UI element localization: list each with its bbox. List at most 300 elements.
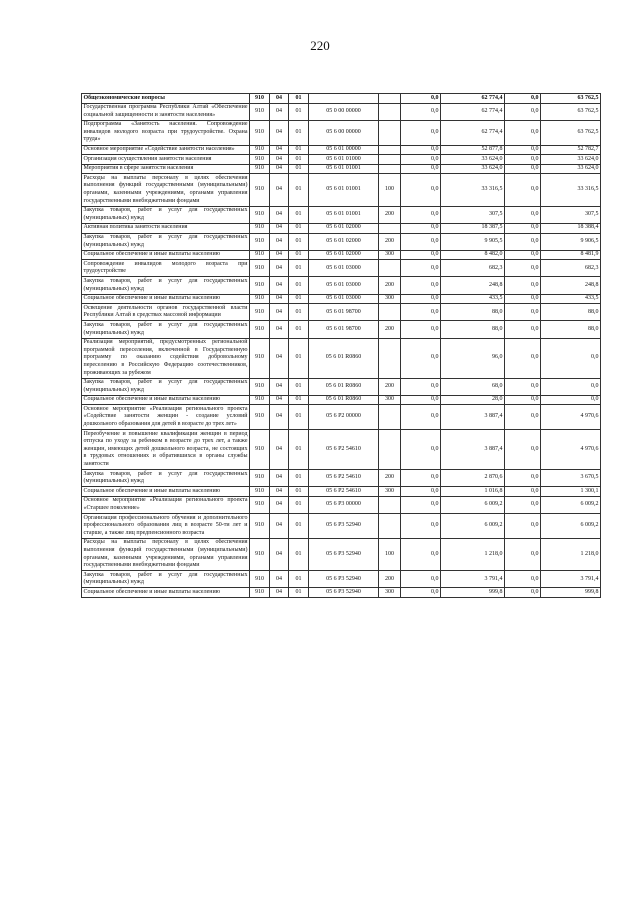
row-name: Закупка товаров, работ и услуг для государственных (муниципальных) нужд [82, 233, 250, 250]
row-target-article: 05 6 01 03000 [309, 260, 379, 277]
row-subsection: 01 [289, 395, 309, 405]
row-value-4: 0,0 [541, 395, 601, 405]
row-value-3: 0,0 [505, 223, 541, 233]
row-value-4: 248,8 [541, 277, 601, 294]
row-subsection: 01 [289, 538, 309, 570]
row-section: 04 [270, 145, 289, 155]
row-value-4: 88,0 [541, 304, 601, 321]
table-row [82, 304, 601, 321]
row-value-1: 0,0 [401, 250, 441, 260]
row-value-1: 0,0 [401, 145, 441, 155]
row-value-4: 63 762,5 [541, 103, 601, 120]
row-value-1: 0,0 [401, 571, 441, 588]
row-value-2: 3 791,4 [441, 571, 505, 588]
row-target-article: 05 6 01 03000 [309, 277, 379, 294]
row-value-3: 0,0 [505, 430, 541, 470]
table-row [82, 164, 601, 174]
row-value-1: 0,0 [401, 294, 441, 304]
row-section: 04 [270, 496, 289, 513]
row-value-4: 6 009,2 [541, 496, 601, 513]
row-name: Расходы на выплаты персоналу в целях обеспечения выполнения функций государственными (муниципальными) органами, казенными учреждениями, органами управления государственными внебюджетными фондами [82, 174, 250, 206]
row-value-4: 33 624,0 [541, 155, 601, 165]
row-value-2: 999,8 [441, 588, 505, 598]
row-target-article: 05 6 P2 54610 [309, 430, 379, 470]
row-section: 04 [270, 233, 289, 250]
row-value-1: 0,0 [401, 514, 441, 539]
row-expense-type: 300 [379, 588, 401, 598]
row-grbs: 910 [250, 588, 270, 598]
row-value-2: 68,0 [441, 378, 505, 395]
row-value-3: 0,0 [505, 304, 541, 321]
row-section: 04 [270, 164, 289, 174]
table-row [82, 405, 601, 430]
row-target-article: 05 6 P2 00000 [309, 405, 379, 430]
row-value-2: 3 887,4 [441, 405, 505, 430]
row-name: Сопровождение инвалидов молодого возраста при трудоустройстве [82, 260, 250, 277]
row-grbs: 910 [250, 538, 270, 570]
row-subsection: 01 [289, 405, 309, 430]
row-name: Расходы на выплаты персоналу в целях обеспечения выполнения функций государственными (муниципальными) органами, казенными учреждениями, органами управления государственными внебюджетными фондами [82, 538, 250, 570]
row-value-3: 0,0 [505, 145, 541, 155]
row-value-3: 0,0 [505, 571, 541, 588]
row-grbs: 910 [250, 103, 270, 120]
row-expense-type: 200 [379, 378, 401, 395]
row-value-4: 682,3 [541, 260, 601, 277]
row-value-3: 0,0 [505, 321, 541, 338]
row-target-article: 05 0 00 00000 [309, 103, 379, 120]
row-name: Закупка товаров, работ и услуг для государственных (муниципальных) нужд [82, 571, 250, 588]
row-value-4: 1 218,0 [541, 538, 601, 570]
row-expense-type: 100 [379, 538, 401, 570]
row-subsection: 01 [289, 155, 309, 165]
row-subsection: 01 [289, 571, 309, 588]
row-value-4: 4 970,6 [541, 430, 601, 470]
row-value-4: 52 782,7 [541, 145, 601, 155]
row-expense-type: 300 [379, 250, 401, 260]
row-expense-type [379, 430, 401, 470]
row-target-article: 05 6 01 00000 [309, 145, 379, 155]
row-value-4: 307,5 [541, 206, 601, 223]
row-name: Социальное обеспечение и иные выплаты населению [82, 395, 250, 405]
row-value-3: 0,0 [505, 120, 541, 145]
row-value-1: 0,0 [401, 94, 441, 104]
row-value-3: 0,0 [505, 250, 541, 260]
row-grbs: 910 [250, 277, 270, 294]
row-value-1: 0,0 [401, 321, 441, 338]
row-name: Общеэкономические вопросы [82, 94, 250, 104]
row-subsection: 01 [289, 120, 309, 145]
row-subsection: 01 [289, 164, 309, 174]
row-value-2: 18 387,5 [441, 223, 505, 233]
row-subsection: 01 [289, 250, 309, 260]
row-subsection: 01 [289, 338, 309, 378]
row-target-article: 05 6 P3 52940 [309, 571, 379, 588]
row-section: 04 [270, 250, 289, 260]
row-value-3: 0,0 [505, 538, 541, 570]
row-value-4: 999,8 [541, 588, 601, 598]
row-grbs: 910 [250, 250, 270, 260]
row-value-1: 0,0 [401, 588, 441, 598]
row-value-1: 0,0 [401, 405, 441, 430]
row-value-1: 0,0 [401, 277, 441, 294]
row-name: Реализация мероприятий, предусмотренных региональной программой переселения, включенной в Государственную программу по оказанию содействия добровольному переселению в Российскую Федерацию соотечественников, проживающих за рубежом [82, 338, 250, 378]
row-name: Социальное обеспечение и иные выплаты населению [82, 250, 250, 260]
row-target-article: 05 6 P3 00000 [309, 496, 379, 513]
row-value-1: 0,0 [401, 430, 441, 470]
row-name: Закупка товаров, работ и услуг для государственных (муниципальных) нужд [82, 321, 250, 338]
row-expense-type [379, 496, 401, 513]
row-subsection: 01 [289, 233, 309, 250]
table-row [82, 206, 601, 223]
row-section: 04 [270, 538, 289, 570]
row-expense-type [379, 103, 401, 120]
row-target-article: 05 6 P3 52940 [309, 514, 379, 539]
row-subsection: 01 [289, 174, 309, 206]
row-grbs: 910 [250, 514, 270, 539]
row-grbs: 910 [250, 470, 270, 487]
row-target-article: 05 6 01 R0860 [309, 395, 379, 405]
row-value-2: 6 009,2 [441, 496, 505, 513]
row-grbs: 910 [250, 233, 270, 250]
row-expense-type: 200 [379, 206, 401, 223]
row-target-article: 05 6 01 01001 [309, 174, 379, 206]
row-target-article: 05 6 01 03000 [309, 294, 379, 304]
row-value-3: 0,0 [505, 103, 541, 120]
table-row [82, 571, 601, 588]
row-section: 04 [270, 260, 289, 277]
row-grbs: 910 [250, 321, 270, 338]
row-target-article: 05 6 P3 52940 [309, 538, 379, 570]
row-value-4: 33 624,0 [541, 164, 601, 174]
row-value-1: 0,0 [401, 174, 441, 206]
row-grbs: 910 [250, 487, 270, 497]
row-expense-type [379, 120, 401, 145]
row-target-article [309, 94, 379, 104]
row-grbs: 910 [250, 94, 270, 104]
row-target-article: 05 6 P2 54610 [309, 470, 379, 487]
row-expense-type [379, 514, 401, 539]
row-value-3: 0,0 [505, 514, 541, 539]
row-value-2: 433,5 [441, 294, 505, 304]
table-row [82, 487, 601, 497]
row-value-1: 0,0 [401, 538, 441, 570]
page-number: 220 [310, 38, 330, 53]
row-value-3: 0,0 [505, 378, 541, 395]
row-subsection: 01 [289, 94, 309, 104]
row-value-3: 0,0 [505, 206, 541, 223]
row-section: 04 [270, 103, 289, 120]
row-value-1: 0,0 [401, 233, 441, 250]
row-expense-type [379, 223, 401, 233]
row-name: Организация осуществления занятости населения [82, 155, 250, 165]
row-value-1: 0,0 [401, 260, 441, 277]
row-value-2: 62 774,4 [441, 120, 505, 145]
table-row [82, 155, 601, 165]
table-row [82, 294, 601, 304]
row-expense-type [379, 145, 401, 155]
row-name: Мероприятия в сфере занятости населения [82, 164, 250, 174]
row-value-3: 0,0 [505, 155, 541, 165]
row-value-3: 0,0 [505, 233, 541, 250]
table-row [82, 250, 601, 260]
table-row [82, 470, 601, 487]
row-value-2: 1 016,8 [441, 487, 505, 497]
row-target-article: 05 6 01 98700 [309, 321, 379, 338]
row-expense-type [379, 304, 401, 321]
row-target-article: 05 6 00 00000 [309, 120, 379, 145]
row-grbs: 910 [250, 571, 270, 588]
row-value-4: 0,0 [541, 378, 601, 395]
row-section: 04 [270, 338, 289, 378]
row-target-article: 05 6 P2 54610 [309, 487, 379, 497]
row-expense-type [379, 405, 401, 430]
row-value-2: 28,0 [441, 395, 505, 405]
table-row [82, 496, 601, 513]
row-grbs: 910 [250, 378, 270, 395]
row-value-2: 248,8 [441, 277, 505, 294]
row-subsection: 01 [289, 206, 309, 223]
row-name: Основное мероприятие «Реализация регионального проекта «Содействие занятости женщин - создание условий дошкольного образования для детей в возрасте до трех лет» [82, 405, 250, 430]
row-expense-type: 300 [379, 487, 401, 497]
row-subsection: 01 [289, 487, 309, 497]
table-row [82, 338, 601, 378]
row-value-2: 1 218,0 [441, 538, 505, 570]
row-subsection: 01 [289, 260, 309, 277]
row-grbs: 910 [250, 496, 270, 513]
row-grbs: 910 [250, 395, 270, 405]
row-value-2: 682,3 [441, 260, 505, 277]
row-subsection: 01 [289, 430, 309, 470]
row-name: Освещение деятельности органов государственной власти Республики Алтай в средствах массовой информации [82, 304, 250, 321]
row-section: 04 [270, 277, 289, 294]
row-target-article: 05 6 01 02000 [309, 250, 379, 260]
row-value-1: 0,0 [401, 487, 441, 497]
row-name: Государственная программа Республики Алтай «Обеспечение социальной защищенности и занятости населения» [82, 103, 250, 120]
row-value-2: 9 905,5 [441, 233, 505, 250]
row-value-3: 0,0 [505, 94, 541, 104]
row-expense-type: 200 [379, 470, 401, 487]
row-section: 04 [270, 155, 289, 165]
table-row [82, 174, 601, 206]
table-row [82, 223, 601, 233]
row-grbs: 910 [250, 155, 270, 165]
row-value-1: 0,0 [401, 395, 441, 405]
row-expense-type: 300 [379, 294, 401, 304]
row-value-2: 88,0 [441, 304, 505, 321]
row-target-article: 05 6 01 02000 [309, 223, 379, 233]
row-target-article: 05 6 01 01001 [309, 164, 379, 174]
table-row [82, 588, 601, 598]
row-subsection: 01 [289, 588, 309, 598]
row-value-3: 0,0 [505, 338, 541, 378]
row-value-4: 3 670,5 [541, 470, 601, 487]
row-target-article: 05 6 P3 52940 [309, 588, 379, 598]
row-value-2: 33 316,5 [441, 174, 505, 206]
row-grbs: 910 [250, 304, 270, 321]
row-section: 04 [270, 304, 289, 321]
row-value-4: 88,0 [541, 321, 601, 338]
row-value-2: 88,0 [441, 321, 505, 338]
row-section: 04 [270, 321, 289, 338]
row-target-article: 05 6 01 R0860 [309, 378, 379, 395]
row-value-1: 0,0 [401, 120, 441, 145]
row-target-article: 05 6 01 R0860 [309, 338, 379, 378]
row-value-2: 33 624,0 [441, 164, 505, 174]
row-value-3: 0,0 [505, 174, 541, 206]
table-row [82, 103, 601, 120]
row-grbs: 910 [250, 338, 270, 378]
table-row [82, 233, 601, 250]
row-grbs: 910 [250, 260, 270, 277]
row-value-2: 6 009,2 [441, 514, 505, 539]
row-value-4: 63 762,5 [541, 94, 601, 104]
row-expense-type: 200 [379, 321, 401, 338]
row-grbs: 910 [250, 294, 270, 304]
row-section: 04 [270, 174, 289, 206]
row-section: 04 [270, 405, 289, 430]
row-grbs: 910 [250, 430, 270, 470]
row-value-4: 8 481,9 [541, 250, 601, 260]
row-expense-type: 200 [379, 277, 401, 294]
row-value-3: 0,0 [505, 277, 541, 294]
row-value-2: 62 774,4 [441, 94, 505, 104]
row-expense-type [379, 164, 401, 174]
row-expense-type [379, 260, 401, 277]
row-value-1: 0,0 [401, 164, 441, 174]
row-section: 04 [270, 120, 289, 145]
table-row [82, 321, 601, 338]
row-name: Закупка товаров, работ и услуг для государственных (муниципальных) нужд [82, 277, 250, 294]
row-section: 04 [270, 470, 289, 487]
row-expense-type [379, 338, 401, 378]
row-value-3: 0,0 [505, 470, 541, 487]
row-value-1: 0,0 [401, 378, 441, 395]
row-value-4: 63 762,5 [541, 120, 601, 145]
row-name: Основное мероприятие «Содействие занятости населения» [82, 145, 250, 155]
row-value-1: 0,0 [401, 470, 441, 487]
row-subsection: 01 [289, 145, 309, 155]
row-value-4: 6 009,2 [541, 514, 601, 539]
row-value-1: 0,0 [401, 338, 441, 378]
row-section: 04 [270, 94, 289, 104]
row-value-1: 0,0 [401, 206, 441, 223]
row-grbs: 910 [250, 174, 270, 206]
row-subsection: 01 [289, 103, 309, 120]
table-row [82, 378, 601, 395]
row-section: 04 [270, 294, 289, 304]
table-row [82, 430, 601, 470]
row-target-article: 05 6 01 02000 [309, 233, 379, 250]
row-section: 04 [270, 378, 289, 395]
row-target-article: 05 6 01 01000 [309, 155, 379, 165]
table-row [82, 538, 601, 570]
row-value-2: 2 870,6 [441, 470, 505, 487]
row-value-4: 33 316,5 [541, 174, 601, 206]
row-name: Организация профессионального обучения и дополнительного профессионального образования лиц в возрасте 50-ти лет и старше, а также лиц предпенсионного возраста [82, 514, 250, 539]
row-value-4: 1 300,1 [541, 487, 601, 497]
row-expense-type: 300 [379, 395, 401, 405]
table-row [82, 94, 601, 104]
row-expense-type [379, 94, 401, 104]
row-value-3: 0,0 [505, 588, 541, 598]
row-grbs: 910 [250, 405, 270, 430]
row-value-2: 96,0 [441, 338, 505, 378]
row-value-4: 9 906,5 [541, 233, 601, 250]
row-value-3: 0,0 [505, 294, 541, 304]
row-value-2: 307,5 [441, 206, 505, 223]
row-subsection: 01 [289, 277, 309, 294]
row-subsection: 01 [289, 378, 309, 395]
row-value-4: 4 970,6 [541, 405, 601, 430]
row-name: Социальное обеспечение и иные выплаты населению [82, 294, 250, 304]
row-name: Подпрограмма «Занятость населения. Сопровождение инвалидов молодого возраста при трудоустройстве. Охрана труда» [82, 120, 250, 145]
row-section: 04 [270, 206, 289, 223]
row-section: 04 [270, 430, 289, 470]
row-section: 04 [270, 395, 289, 405]
budget-table [81, 93, 601, 598]
row-expense-type: 100 [379, 174, 401, 206]
row-value-4: 18 388,4 [541, 223, 601, 233]
row-section: 04 [270, 571, 289, 588]
row-name: Закупка товаров, работ и услуг для государственных (муниципальных) нужд [82, 378, 250, 395]
row-value-2: 62 774,4 [441, 103, 505, 120]
row-subsection: 01 [289, 223, 309, 233]
row-value-3: 0,0 [505, 164, 541, 174]
row-value-3: 0,0 [505, 487, 541, 497]
row-name: Переобучение и повышение квалификации женщин в период отпуска по уходу за ребенком в возрасте до трех лет, а также женщин, имеющих детей дошкольного возраста, не состоящих в трудовых отношениях и обратившихся в органы службы занятости [82, 430, 250, 470]
row-section: 04 [270, 223, 289, 233]
table-row [82, 260, 601, 277]
row-value-1: 0,0 [401, 304, 441, 321]
row-name: Основное мероприятие «Реализация регионального проекта «Старшее поколение» [82, 496, 250, 513]
row-grbs: 910 [250, 223, 270, 233]
row-value-3: 0,0 [505, 405, 541, 430]
row-value-3: 0,0 [505, 395, 541, 405]
row-subsection: 01 [289, 496, 309, 513]
row-value-3: 0,0 [505, 260, 541, 277]
row-value-1: 0,0 [401, 223, 441, 233]
row-name: Закупка товаров, работ и услуг для государственных (муниципальных) нужд [82, 206, 250, 223]
row-target-article: 05 6 01 01001 [309, 206, 379, 223]
row-section: 04 [270, 487, 289, 497]
row-value-2: 33 624,0 [441, 155, 505, 165]
row-subsection: 01 [289, 514, 309, 539]
table-row [82, 145, 601, 155]
table-row [82, 514, 601, 539]
row-value-1: 0,0 [401, 103, 441, 120]
row-section: 04 [270, 588, 289, 598]
row-subsection: 01 [289, 470, 309, 487]
row-value-1: 0,0 [401, 496, 441, 513]
row-expense-type: 200 [379, 571, 401, 588]
table-row [82, 395, 601, 405]
row-name: Социальное обеспечение и иные выплаты населению [82, 487, 250, 497]
row-subsection: 01 [289, 304, 309, 321]
row-value-4: 433,5 [541, 294, 601, 304]
row-subsection: 01 [289, 294, 309, 304]
row-subsection: 01 [289, 321, 309, 338]
row-grbs: 910 [250, 164, 270, 174]
row-value-3: 0,0 [505, 496, 541, 513]
row-name: Закупка товаров, работ и услуг для государственных (муниципальных) нужд [82, 470, 250, 487]
row-target-article: 05 6 01 98700 [309, 304, 379, 321]
row-expense-type [379, 155, 401, 165]
row-grbs: 910 [250, 120, 270, 145]
row-grbs: 910 [250, 206, 270, 223]
row-section: 04 [270, 514, 289, 539]
table-row [82, 120, 601, 145]
row-expense-type: 200 [379, 233, 401, 250]
